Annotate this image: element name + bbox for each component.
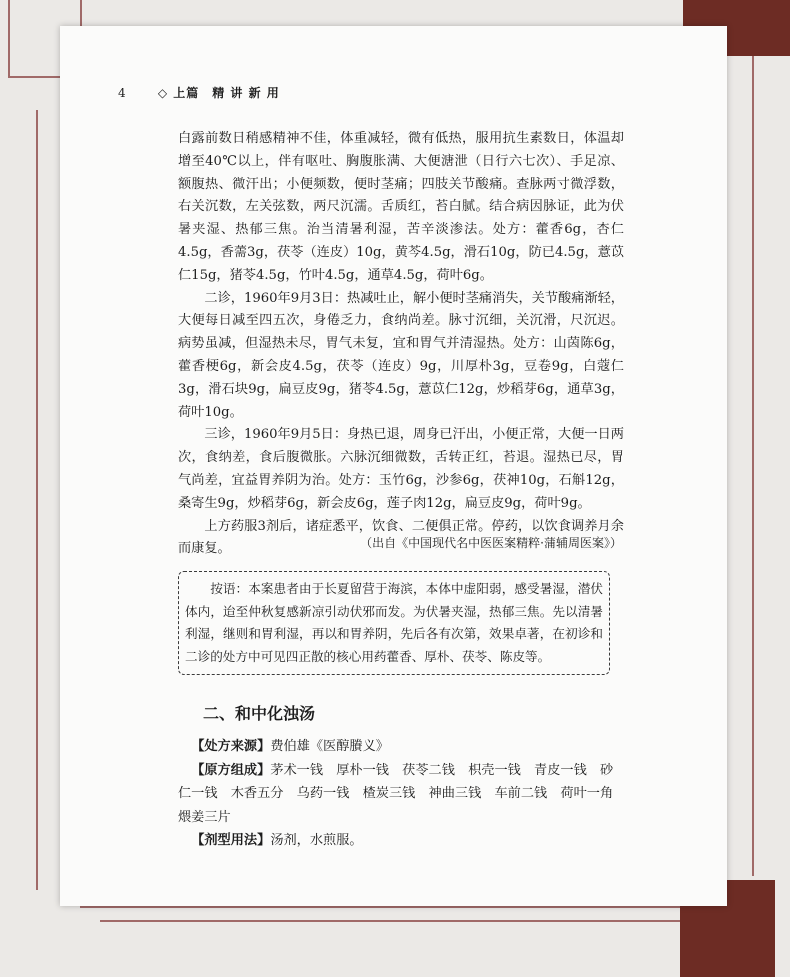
- recipe-usage-value: 汤剂，水煎服。: [270, 833, 363, 848]
- paragraph-1: 白露前数日稍感精神不佳，体重减轻，微有低热，服用抗生素数日，体温却增至40℃以上，伴有呕吐、胸腹胀满、大便溏泄（日行六七次）、手足凉、额腹热、微汗出；小便频数，便时茎痛；四肢关节酸痛。查脉两寸微浮数，右关沉数，左关弦数，两尺沉濡。舌质红，苔白腻。结合病因脉证，此为伏暑夹湿、热郁三焦。治当清暑利湿，苦辛淡渗法。处方：藿香6g，杏仁4.5g，香薷3g，茯苓（连皮）10g，黄芩4.5g，滑石10g，防已4.5g，薏苡仁15g，猪苓4.5g，竹叶4.5g，通草4.5g，荷叶6g。: [178, 131, 624, 283]
- chapter-title: ◇ 上篇 精 讲 新 用: [157, 86, 280, 100]
- frame-line-top-v2: [80, 0, 82, 26]
- recipe-usage: [178, 829, 624, 853]
- page-number: 4: [118, 86, 127, 100]
- page-header: [118, 84, 280, 101]
- frame-line-bottom: [80, 906, 680, 908]
- corner-block-bottom-strip: [680, 906, 775, 977]
- frame-line-bottom2: [100, 920, 680, 922]
- source-citation: （出自《中国现代名中医医案精粹·蒲辅周医案》）: [360, 536, 622, 550]
- recipe-block: [178, 735, 627, 853]
- recipe-usage-tag: 【剂型用法】: [191, 833, 271, 848]
- paragraph-2: 二诊，1960年9月3日：热减吐止，解小便时茎痛消失，关节酸痛渐轻，大便每日减至四五次，身倦乏力，食纳尚差。脉寸沉细，关沉滑，尺沉迟。病势虽减，但湿热未尽，胃气未复，宜和胃气并清湿热。处方：山茵陈6g，藿香梗6g，新会皮4.5g，茯苓（连皮）9g，川厚朴3g，豆卷9g，白蔻仁3g，滑石块9g，扁豆皮9g，猪苓4.5g，薏苡仁12g，炒稻芽6g，通草3g，荷叶10g。: [178, 290, 624, 420]
- frame-line-right: [752, 56, 754, 876]
- recipe-source-tag: 【处方来源】: [191, 739, 271, 754]
- recipe-source-value: 费伯雄《医醇賸义》: [270, 739, 389, 754]
- recipe-composition-value: 茅术一钱 厚朴一钱 茯苓二钱 枳壳一钱 青皮一钱 砂仁一钱 木香五分 乌药一钱 楂炭三钱 神曲三钱 车前二钱 荷叶一角 煨姜三片: [178, 762, 627, 825]
- case-text: [178, 128, 624, 561]
- frame-line-top: [8, 0, 10, 78]
- recipe-composition-tag: 【原方组成】: [191, 762, 271, 778]
- commentary-box: 按语：本案患者由于长夏留营于海滨，本体中虚阳弱，感受暑湿，潜伏体内，迨至仲秋复感新凉引动伏邪而发。为伏暑夹湿，热郁三焦。先以清暑利湿，继则和胃利湿，再以和胃养阴，先后各有次第，效果卓著，在初诊和二诊的处方中可见四正散的核心用药藿香、厚朴、茯苓、陈皮等。: [178, 571, 610, 675]
- paragraph-3: 三诊，1960年9月5日：身热已退，周身已汗出，小便正常，大便一日两次，食纳差，食后腹微胀。六脉沉细微数，舌转正红，苔退。湿热已尽，胃气尚差，宜益胃养阴为治。处方：玉竹6g，沙参6g，茯神10g，石斛12g，桑寄生9g，炒稻芽6g，新会皮6g，莲子肉12g，扁豆皮9g，荷叶9g。: [178, 427, 624, 511]
- frame-line-top-h: [8, 76, 68, 78]
- recipe-source: [178, 735, 624, 759]
- recipe-composition: [178, 759, 627, 830]
- paragraph-4: 上方药服3剂后，诸症悉平，饮食、二便俱正常。停药，以饮食调养月余而康复。: [178, 518, 624, 557]
- frame-line-left: [36, 110, 38, 890]
- section-heading: 二、和中化浊汤: [203, 704, 316, 723]
